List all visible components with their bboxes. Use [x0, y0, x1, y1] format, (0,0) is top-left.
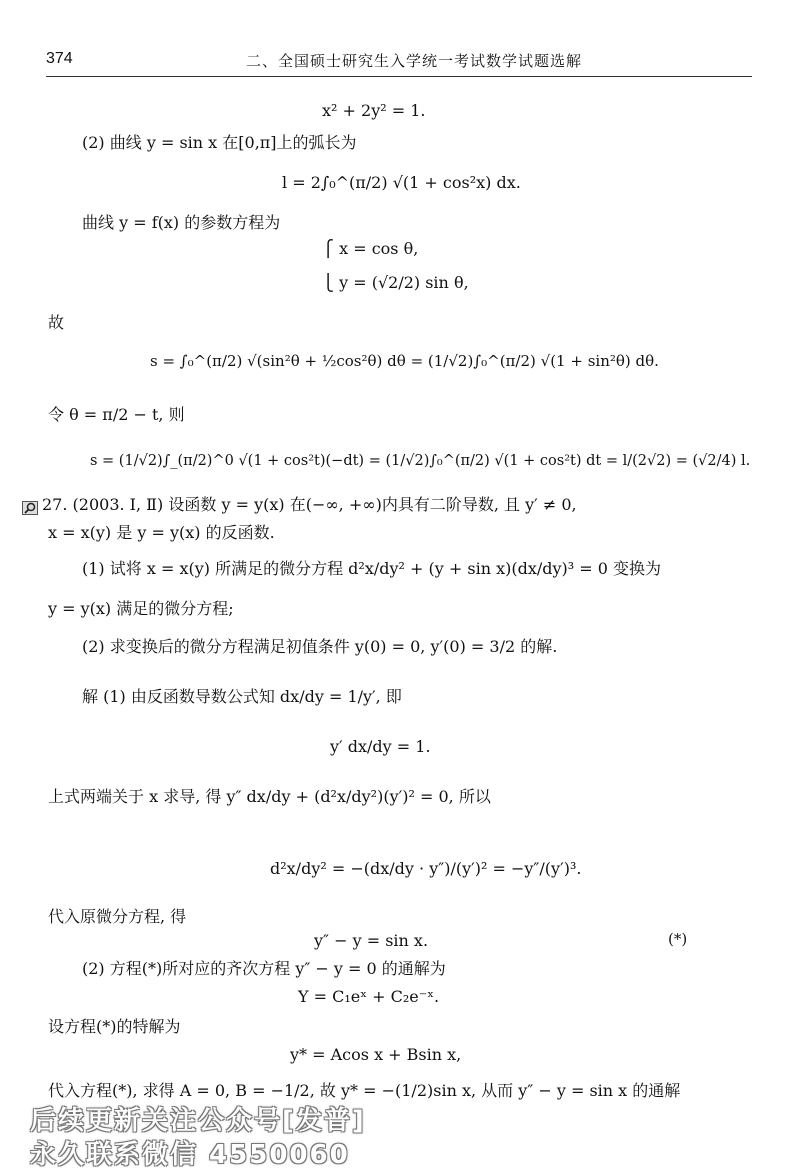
text-coefficients: 代入方程(*), 求得 A = 0, B = −1/2, 故 y* = −(1/2)sin x, 从而 y″ − y = sin x 的通解 — [48, 1081, 681, 1100]
equation-general-solution: Y = C₁eˣ + C₂e⁻ˣ. — [298, 987, 440, 1006]
equation-s-result: s = (1/√2)∫_(π/2)^0 √(1 + cos²t)(−dt) = (1/√2)∫₀^(π/2) √(1 + cos²t) dt = l/(2√2) = (√2/4) l. — [90, 453, 751, 469]
equation-tag: (*) — [668, 930, 688, 948]
problem-27-line2: x = x(y) 是 y = y(x) 的反函数. — [48, 523, 275, 542]
text-arc-length: (2) 曲线 y = sin x 在[0,π]上的弧长为 — [82, 133, 357, 152]
problem-27-text: 27. (2003. Ⅰ, Ⅱ) 设函数 y = y(x) 在(−∞, +∞)内具有二阶导数, 且 y′ ≠ 0, — [42, 495, 577, 514]
text-particular: 设方程(*)的特解为 — [48, 1017, 181, 1036]
equation-particular: y* = Acos x + Bsin x, — [290, 1045, 462, 1064]
equation-inverse-derivative: y′ dx/dy = 1. — [330, 737, 431, 756]
problem-27-part1-cont: y = y(x) 满足的微分方程; — [48, 599, 234, 618]
equation-transformed: y″ − y = sin x. — [314, 931, 429, 950]
running-title: 二、全国硕士研究生入学统一考试数学试题选解 — [246, 52, 583, 70]
problem-27-line1 — [22, 494, 577, 516]
equation-ellipse: x² + 2y² = 1. — [322, 101, 426, 120]
page-header — [46, 50, 752, 77]
text-homogeneous: (2) 方程(*)所对应的齐次方程 y″ − y = 0 的通解为 — [82, 959, 446, 978]
text-therefore: 故 — [48, 313, 65, 332]
text-differentiate: 上式两端关于 x 求导, 得 y″ dx/dy + (d²x/dy²)(y′)² = 0, 所以 — [48, 787, 491, 806]
equation-arc-length-l: l = 2∫₀^(π/2) √(1 + cos²x) dx. — [282, 173, 521, 192]
page-number: 374 — [46, 50, 73, 67]
magnifier-icon — [22, 499, 38, 513]
problem-27-part2: (2) 求变换后的微分方程满足初值条件 y(0) = 0, y′(0) = 3/2 的解. — [82, 637, 558, 656]
equation-param-y: ⎩ y = (√2/2) sin θ, — [322, 273, 469, 292]
watermark-line1: 后续更新关注公众号[发普] — [30, 1106, 366, 1136]
problem-27-part1: (1) 试将 x = x(y) 所满足的微分方程 d²x/dy² + (y + sin x)(dx/dy)³ = 0 变换为 — [82, 559, 662, 578]
equation-s: s = ∫₀^(π/2) √(sin²θ + ½cos²θ) dθ = (1/√2)∫₀^(π/2) √(1 + sin²θ) dθ. — [150, 352, 659, 370]
text-substitution: 令 θ = π/2 − t, 则 — [48, 405, 185, 424]
text-parametric: 曲线 y = f(x) 的参数方程为 — [82, 213, 281, 232]
solution-start: 解 (1) 由反函数导数公式知 dx/dy = 1/y′, 即 — [82, 687, 402, 706]
watermark-line2: 永久联系微信 4550060 — [30, 1140, 350, 1170]
text-substitute: 代入原微分方程, 得 — [48, 907, 187, 926]
equation-second-derivative: d²x/dy² = −(dx/dy · y″)/(y′)² = −y″/(y′)³. — [270, 859, 582, 878]
equation-param-x: ⎧ x = cos θ, — [322, 239, 419, 258]
